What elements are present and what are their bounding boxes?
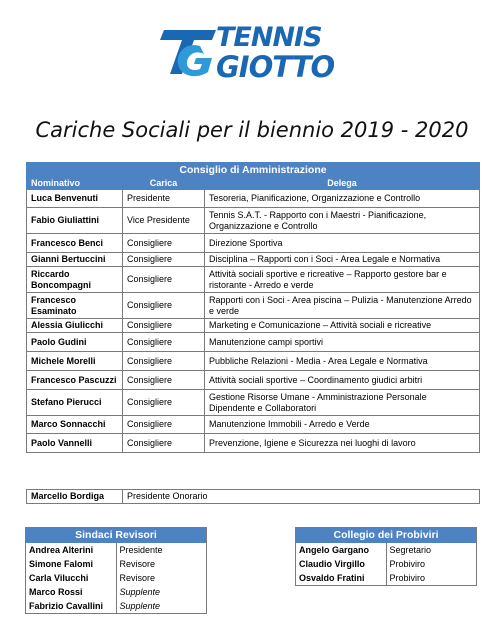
table-row bbox=[27, 319, 480, 333]
member-delega: Disciplina – Rapporti con i Soci - Area Legale e Normativa bbox=[205, 253, 480, 267]
member-role: Presidente bbox=[123, 190, 205, 208]
member-role: Supplente bbox=[119, 600, 161, 611]
member-delega: Tesoreria, Pianificazione, Organizzazione e Controllo bbox=[205, 190, 480, 208]
column-header-delega: Delega bbox=[205, 178, 480, 190]
member-role: Probiviro bbox=[389, 572, 426, 583]
member-delega: Direzione Sportiva bbox=[205, 234, 480, 253]
table-row bbox=[27, 234, 480, 253]
member-name: Michele Morelli bbox=[27, 352, 123, 371]
member-role: Revisore bbox=[119, 572, 156, 583]
list-item bbox=[26, 557, 206, 571]
member-role: Consigliere bbox=[123, 352, 205, 371]
table-row bbox=[27, 267, 480, 293]
list-item bbox=[26, 585, 206, 599]
list-item bbox=[296, 571, 476, 585]
member-name: Angelo Gargano bbox=[296, 543, 386, 557]
collegio-probiviri-table bbox=[296, 528, 476, 585]
member-delega: Marketing e Comunicazione – Attività sociali e ricreative bbox=[205, 319, 480, 333]
table-row bbox=[27, 434, 480, 453]
member-name: Fabrizio Cavallini bbox=[26, 599, 116, 613]
member-name: Gianni Bertuccini bbox=[27, 253, 123, 267]
member-delega: Tennis S.A.T. - Rapporto con i Maestri - Pianificazione, Organizzazione e Controllo bbox=[205, 208, 480, 234]
table-row bbox=[27, 416, 480, 434]
probiviri-heading: Collegio dei Probiviri bbox=[296, 528, 476, 543]
member-role: Consigliere bbox=[123, 390, 205, 416]
list-item bbox=[296, 557, 476, 571]
member-name: Marco Rossi bbox=[26, 585, 116, 599]
member-delega: Prevenzione, Igiene e Sicurezza nei luoghi di lavoro bbox=[205, 434, 480, 453]
member-delega: Manutenzione campi sportivi bbox=[205, 333, 480, 352]
member-delega: Rapporti con i Soci - Area piscina – Pulizia - Manutenzione Arredo e verde bbox=[205, 293, 480, 319]
logo-text-giotto: GIOTTO bbox=[216, 50, 335, 84]
table-row bbox=[27, 352, 480, 371]
member-name: Stefano Pierucci bbox=[27, 390, 123, 416]
sindaci-revisori-table bbox=[26, 528, 206, 613]
member-delega: Pubbliche Relazioni - Media - Area Legale e Normativa bbox=[205, 352, 480, 371]
member-name: Francesco Esaminato bbox=[27, 293, 123, 319]
member-role: Presidente bbox=[119, 544, 163, 555]
member-delega: Manutenzione Immobili - Arredo e Verde bbox=[205, 416, 480, 434]
member-delega: Attività sociali sportive – Coordinamento giudici arbitri bbox=[205, 371, 480, 390]
column-header-carica: Carica bbox=[123, 178, 205, 190]
member-role: Consigliere bbox=[123, 333, 205, 352]
member-name: Paolo Gudini bbox=[27, 333, 123, 352]
sindaci-heading: Sindaci Revisori bbox=[26, 528, 206, 543]
page-title: Cariche Sociali per il biennio 2019 - 2020 bbox=[35, 118, 469, 142]
member-name: Andrea Alterini bbox=[26, 543, 116, 557]
member-role: Probiviro bbox=[389, 558, 426, 569]
member-role: Consigliere bbox=[123, 371, 205, 390]
member-name: Marco Sonnacchi bbox=[27, 416, 123, 434]
member-role: Consigliere bbox=[123, 293, 205, 319]
member-role: Segretario bbox=[389, 544, 432, 555]
tennis-giotto-logo bbox=[158, 22, 348, 84]
member-name: Paolo Vannelli bbox=[27, 434, 123, 453]
onorario-role: Presidente Onorario bbox=[123, 490, 480, 504]
member-role: Consigliere bbox=[123, 234, 205, 253]
table-row bbox=[27, 293, 480, 319]
table-row bbox=[27, 208, 480, 234]
table-row bbox=[27, 333, 480, 352]
member-name: Carla Vilucchi bbox=[26, 571, 116, 585]
consiglio-heading: Consiglio di Amministrazione bbox=[27, 163, 480, 178]
member-delega: Gestione Risorse Umane - Amministrazione Personale Dipendente e Collaboratori bbox=[205, 390, 480, 416]
member-role: Revisore bbox=[119, 558, 156, 569]
member-name: Francesco Pascuzzi bbox=[27, 371, 123, 390]
list-item bbox=[26, 599, 206, 613]
column-header-nominativo: Nominativo bbox=[27, 178, 123, 190]
table-row bbox=[27, 390, 480, 416]
presidente-onorario-table bbox=[26, 489, 480, 504]
member-name: Luca Benvenuti bbox=[27, 190, 123, 208]
tg-monogram-icon bbox=[158, 22, 218, 82]
table-row bbox=[27, 253, 480, 267]
list-item bbox=[26, 571, 206, 585]
list-item bbox=[26, 543, 206, 557]
member-role: Consigliere bbox=[123, 253, 205, 267]
member-name: Alessia Giulicchi bbox=[27, 319, 123, 333]
member-role: Supplente bbox=[119, 586, 161, 597]
member-name: Francesco Benci bbox=[27, 234, 123, 253]
table-row bbox=[27, 190, 480, 208]
member-role: Consigliere bbox=[123, 319, 205, 333]
member-name: Osvaldo Fratini bbox=[296, 571, 386, 585]
member-role: Consigliere bbox=[123, 416, 205, 434]
list-item bbox=[296, 543, 476, 557]
member-role: Vice Presidente bbox=[123, 208, 205, 234]
member-role: Consigliere bbox=[123, 434, 205, 453]
member-name: Claudio Virgillo bbox=[296, 557, 386, 571]
consiglio-table bbox=[26, 162, 480, 453]
logo-text-tennis: TENNIS bbox=[216, 22, 322, 53]
table-row bbox=[27, 371, 480, 390]
member-name: Simone Falomi bbox=[26, 557, 116, 571]
member-role: Consigliere bbox=[123, 267, 205, 293]
member-name: Riccardo Boncompagni bbox=[27, 267, 123, 293]
member-delega: Attività sociali sportive e ricreative – Rapporto gestore bar e ristorante - Arredo e verde bbox=[205, 267, 480, 293]
member-name: Fabio Giuliattini bbox=[27, 208, 123, 234]
onorario-name: Marcello Bordiga bbox=[27, 490, 123, 504]
